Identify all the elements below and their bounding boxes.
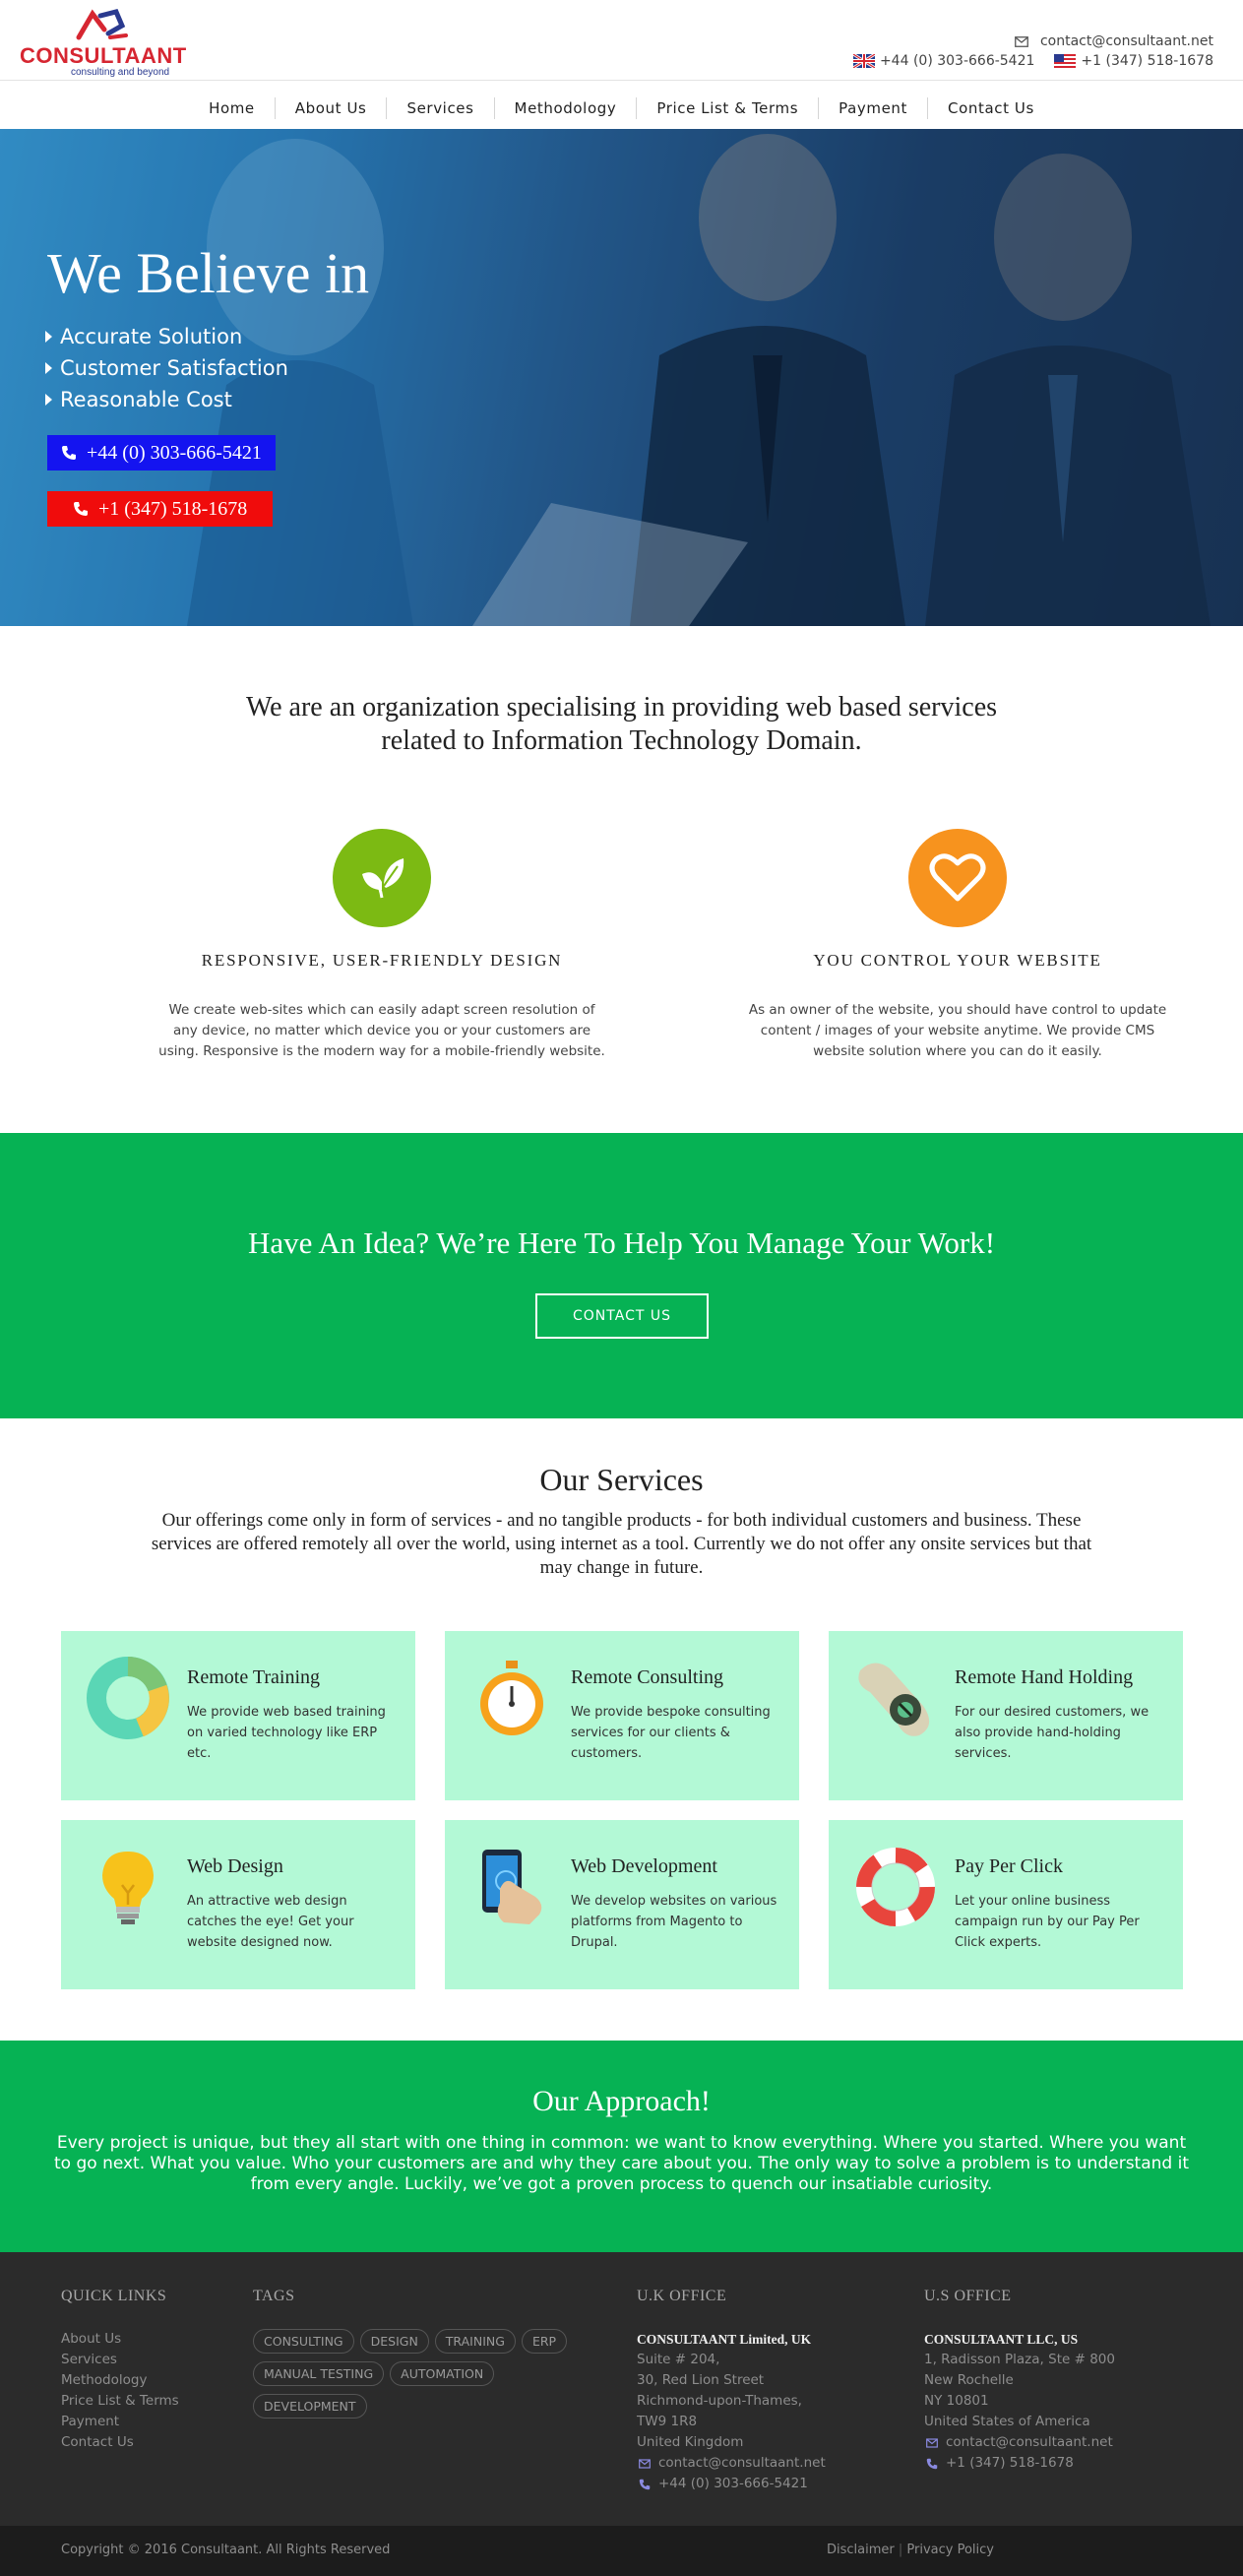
tag-consulting[interactable]: CONSULTING xyxy=(253,2329,354,2354)
stopwatch-icon xyxy=(470,1657,553,1739)
nav-item-about-us[interactable]: About Us xyxy=(276,97,388,119)
nav-item-price-list[interactable]: Price List & Terms xyxy=(637,97,819,119)
header-phone-us-text: +1 (347) 518-1678 xyxy=(1081,53,1213,69)
footer-heading: U.K OFFICE xyxy=(637,2288,727,2304)
feature-title: YOU CONTROL YOUR WEBSITE xyxy=(813,951,1102,970)
cta-band xyxy=(0,1133,1243,1418)
footer-heading: TAGS xyxy=(253,2288,295,2304)
hero-call-us-button[interactable] xyxy=(47,491,273,527)
service-card-web-development[interactable] xyxy=(445,1820,799,1989)
privacy-policy-link[interactable]: Privacy Policy xyxy=(906,2543,994,2557)
mail-icon xyxy=(1015,36,1028,47)
legal-links xyxy=(827,2543,994,2557)
header-phone-uk-text: +44 (0) 303-666-5421 xyxy=(879,53,1035,69)
hero-bullet: Accurate Solution xyxy=(45,321,288,352)
nav-item-payment[interactable]: Payment xyxy=(819,97,928,119)
approach-band xyxy=(0,2041,1243,2252)
header-phone-us[interactable] xyxy=(1054,51,1213,71)
logo-name: CONSULTAANT xyxy=(20,43,187,68)
footer-us-office xyxy=(924,2288,1115,2474)
tag-training[interactable]: TRAINING xyxy=(435,2329,516,2354)
feature-text: We create web-sites which can easily adapt screen resolution of any device, no matter which device you or your customers are using. Responsive is the modern way for a mobile-friendly website. xyxy=(158,1002,605,1059)
footer-tags xyxy=(253,2288,578,2419)
service-text: We provide web based training on varied technology like ERP etc. xyxy=(187,1705,386,1761)
services-intro: Our offerings come only in form of services - and no tangible products - for both individual customers and business. These services are offered remotely all over the world, using internet as a tool. Currently we do not offer any onsite services but that may change in future. xyxy=(151,1510,1092,1578)
service-card-remote-hand-holding[interactable] xyxy=(829,1631,1183,1800)
intro-line-1: We are an organization specialising in providing web based services xyxy=(245,692,998,723)
mail-icon xyxy=(639,2458,651,2470)
logo-mark-icon xyxy=(71,8,142,47)
intro-line-2: related to Information Technology Domain. xyxy=(381,725,862,756)
hero-bullet: Reasonable Cost xyxy=(45,384,288,415)
footer-link-contact-us[interactable]: Contact Us xyxy=(61,2434,134,2450)
hero-call-uk-text: +44 (0) 303-666-5421 xyxy=(87,441,262,464)
office-phone[interactable]: +44 (0) 303-666-5421 xyxy=(637,2474,826,2494)
office-email[interactable]: contact@consultaant.net xyxy=(924,2432,1115,2453)
tag-design[interactable]: DESIGN xyxy=(360,2329,429,2354)
address-line: New Rochelle xyxy=(924,2372,1014,2388)
us-flag-icon xyxy=(1054,54,1076,68)
logo[interactable] xyxy=(20,8,197,78)
leaf-icon xyxy=(354,850,409,906)
caret-right-icon xyxy=(45,394,52,406)
footer-bottom-bar xyxy=(0,2526,1243,2576)
contact-us-button[interactable]: CONTACT US xyxy=(535,1293,709,1339)
address-line: NY 10801 xyxy=(924,2393,989,2409)
lifebuoy-icon xyxy=(854,1846,937,1928)
lightbulb-icon xyxy=(87,1846,169,1928)
office-company: CONSULTAANT LLC, US xyxy=(924,2332,1079,2347)
service-card-remote-consulting[interactable] xyxy=(445,1631,799,1800)
uk-flag-icon xyxy=(853,54,875,68)
hero-call-us-text: +1 (347) 518-1678 xyxy=(98,497,248,520)
phone-icon xyxy=(61,445,77,461)
footer xyxy=(0,2252,1243,2526)
feature-icon-circle xyxy=(333,829,431,927)
service-title: Web Design xyxy=(187,1855,283,1877)
address-line: United States of America xyxy=(924,2414,1090,2429)
tag-automation[interactable]: AUTOMATION xyxy=(390,2361,494,2386)
service-card-pay-per-click[interactable] xyxy=(829,1820,1183,1989)
hero-bullet: Customer Satisfaction xyxy=(45,352,288,384)
tag-erp[interactable]: ERP xyxy=(522,2329,567,2354)
footer-heading: U.S OFFICE xyxy=(924,2288,1012,2304)
header-phone-uk[interactable] xyxy=(853,51,1034,71)
logo-tagline: consulting and beyond xyxy=(71,67,170,78)
address-line: 1, Radisson Plaza, Ste # 800 xyxy=(924,2352,1115,2367)
footer-heading: QUICK LINKS xyxy=(61,2288,167,2304)
main-nav xyxy=(0,95,1243,121)
nav-item-contact-us[interactable]: Contact Us xyxy=(948,99,1034,117)
service-text: We provide bespoke consulting services for our clients & customers. xyxy=(571,1705,771,1761)
cta-title: Have An Idea? We’re Here To Help You Manage Your Work! xyxy=(247,1225,996,1260)
address-line: Suite # 204, xyxy=(637,2352,720,2367)
nav-item-home[interactable]: Home xyxy=(189,97,276,119)
service-title: Remote Training xyxy=(187,1666,321,1688)
top-bar xyxy=(0,0,1243,81)
service-text: Let your online business campaign run by our Pay Per Click experts. xyxy=(955,1894,1140,1950)
phone-icon xyxy=(73,501,89,517)
service-title: Remote Consulting xyxy=(571,1666,723,1688)
service-text: For our desired customers, we also provide hand-holding services. xyxy=(955,1705,1150,1761)
donut-chart-icon xyxy=(87,1657,169,1739)
caret-right-icon xyxy=(45,331,52,343)
phone-icon xyxy=(926,2458,938,2470)
legal-separator: | xyxy=(898,2543,903,2557)
feature-text: As an owner of the website, you should have control to update content / images of your website anytime. We provide CMS website solution where you can do it easily. xyxy=(748,1002,1167,1059)
header-contact xyxy=(839,31,1213,71)
address-line: TW9 1R8 xyxy=(637,2414,698,2429)
footer-link-services[interactable]: Services xyxy=(61,2352,117,2367)
phone-icon xyxy=(639,2479,651,2490)
service-card-web-design[interactable] xyxy=(61,1820,415,1989)
tag-manual-testing[interactable]: MANUAL TESTING xyxy=(253,2361,384,2386)
services-title: Our Services xyxy=(539,1462,704,1497)
disclaimer-link[interactable]: Disclaimer xyxy=(826,2543,895,2557)
office-email[interactable]: contact@consultaant.net xyxy=(637,2453,826,2474)
intro-statement xyxy=(0,691,1243,758)
nav-item-services[interactable]: Services xyxy=(387,97,494,119)
footer-link-price-list[interactable]: Price List & Terms xyxy=(61,2393,179,2409)
footer-quick-links xyxy=(61,2288,179,2453)
feature-title: RESPONSIVE, USER-FRIENDLY DESIGN xyxy=(201,951,563,970)
service-text: An attractive web design catches the eye! Get your website designed now. xyxy=(187,1894,354,1950)
hero-banner xyxy=(0,129,1243,626)
hero-call-uk-button[interactable] xyxy=(47,435,276,471)
service-text: We develop websites on various platforms from Magento to Drupal. xyxy=(571,1894,777,1950)
footer-link-about-us[interactable]: About Us xyxy=(61,2331,122,2347)
caret-right-icon xyxy=(45,362,52,374)
address-line: Richmond-upon-Thames, xyxy=(637,2393,802,2409)
office-company: CONSULTAANT Limited, UK xyxy=(637,2332,812,2347)
tag-cloud xyxy=(253,2329,578,2419)
header-email[interactable] xyxy=(839,31,1213,51)
footer-uk-office xyxy=(637,2288,826,2494)
feature-icon-circle xyxy=(908,829,1007,927)
tag-development[interactable]: DEVELOPMENT xyxy=(253,2394,367,2419)
footer-link-payment[interactable]: Payment xyxy=(61,2414,120,2429)
feature-control xyxy=(726,829,1189,1062)
nav-item-methodology[interactable]: Methodology xyxy=(495,97,638,119)
footer-link-methodology[interactable]: Methodology xyxy=(61,2372,148,2388)
heart-icon xyxy=(928,851,987,905)
service-title: Web Development xyxy=(571,1855,717,1877)
approach-text: Every project is unique, but they all start with one thing in common: we want to know everything. Where you started. Where you want to go next. What you value. Who your customers are and why they care about you. The only way to solve a problem is to understand it from every angle. Luckily, we’ve got a proven process to quench our insatiable curiosity. xyxy=(54,2133,1189,2194)
office-phone[interactable]: +1 (347) 518-1678 xyxy=(924,2453,1115,2474)
wrench-icon xyxy=(854,1657,937,1739)
approach-title: Our Approach! xyxy=(532,2085,711,2117)
hero-title: We Believe in xyxy=(47,241,370,305)
hero-bullet-list xyxy=(45,321,288,415)
touch-phone-icon xyxy=(470,1846,553,1928)
service-card-remote-training[interactable] xyxy=(61,1631,415,1800)
copyright: Copyright © 2016 Consultaant. All Rights Reserved xyxy=(61,2543,391,2557)
header-phones xyxy=(839,51,1213,71)
header-email-text: contact@consultaant.net xyxy=(1039,33,1213,49)
address-line: 30, Red Lion Street xyxy=(637,2372,765,2388)
service-title: Pay Per Click xyxy=(955,1855,1063,1877)
service-title: Remote Hand Holding xyxy=(955,1666,1134,1688)
mail-icon xyxy=(926,2437,938,2449)
address-line: United Kingdom xyxy=(637,2434,744,2450)
feature-responsive xyxy=(151,829,613,1062)
